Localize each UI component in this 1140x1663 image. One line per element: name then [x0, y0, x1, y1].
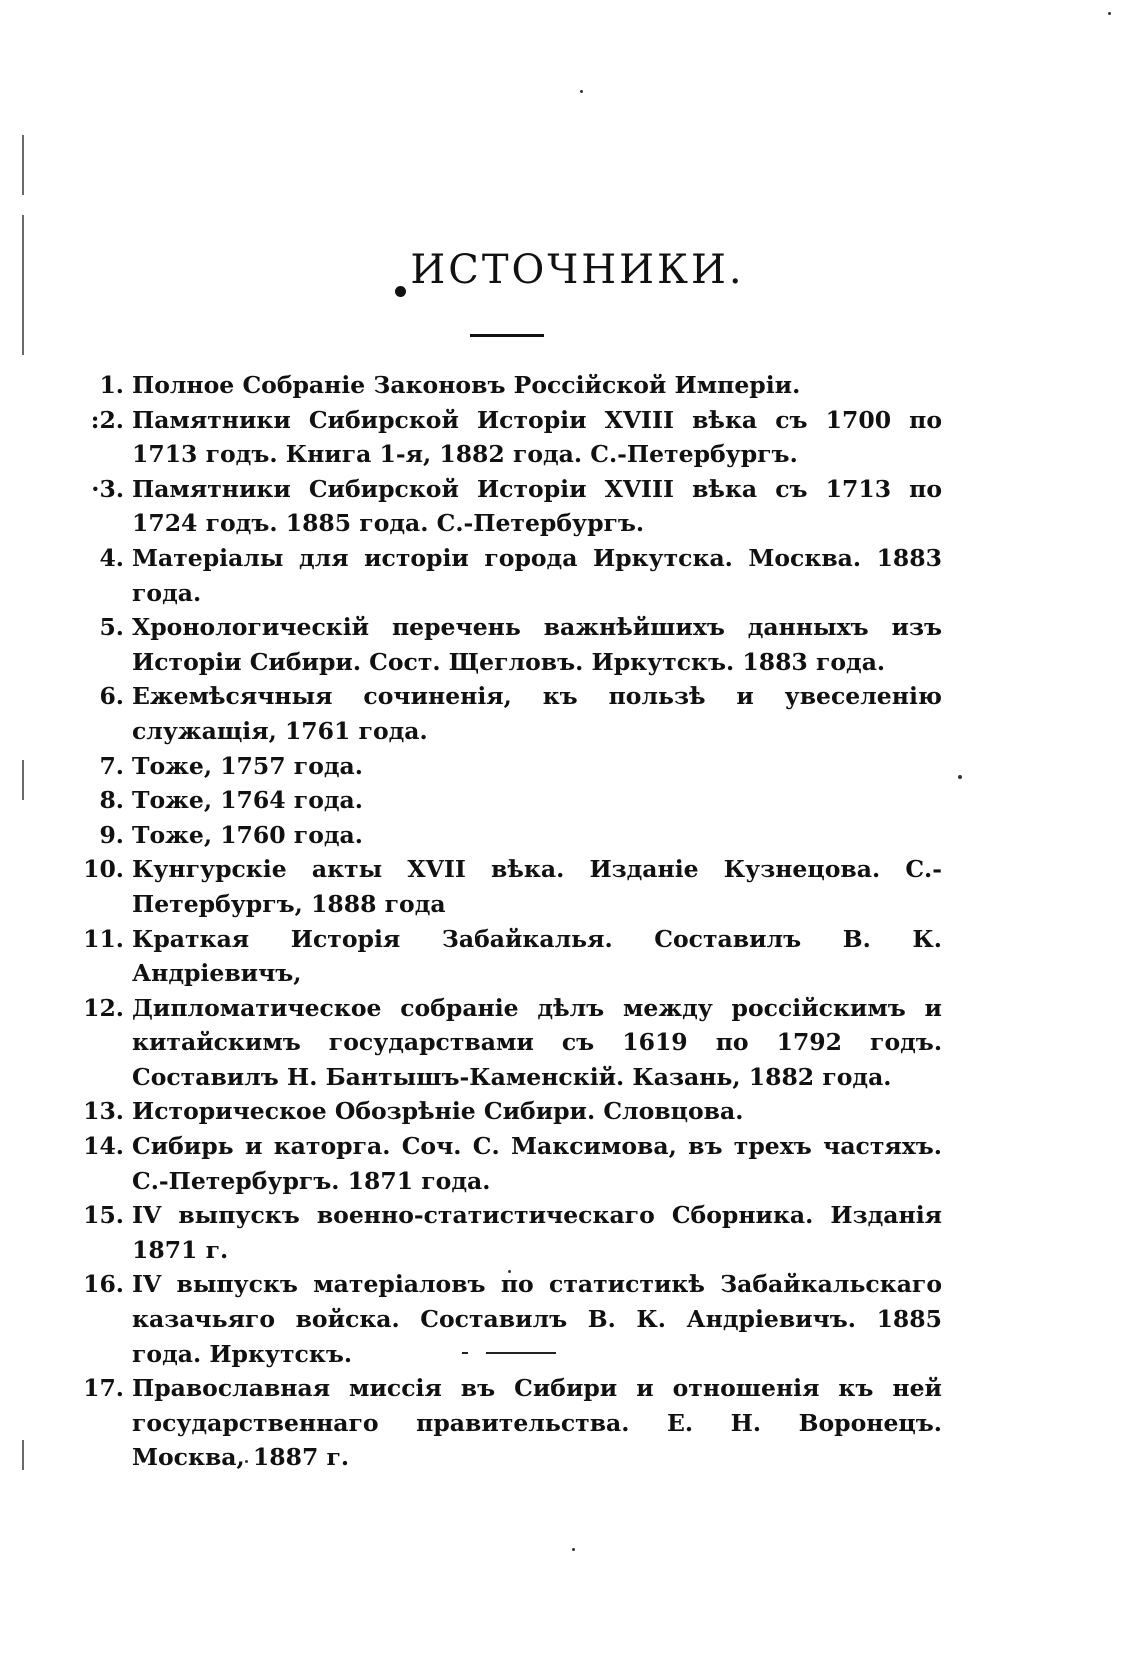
source-number: 6. — [99, 682, 124, 711]
scan-edge-line — [22, 760, 24, 800]
source-text: Памятники Сибирской Исторіи XVIII вѣка съ 1700 по 1713 годъ. Книга 1-я, 1882 года. С.-Петербургъ. — [132, 405, 942, 469]
source-item — [72, 852, 942, 921]
source-text: Хронологическій перечень важнѣйшихъ данныхъ изъ Исторіи Сибири. Сост. Щегловъ. Иркутскъ. 1883 года. — [132, 613, 942, 676]
source-text: Сибирь и каторга. Соч. С. Максимова, въ трехъ частяхъ. С.-Петербургъ. 1871 года. — [132, 1132, 942, 1195]
source-text: IV выпускъ военно-статистическаго Сборника. Изданія 1871 г. — [132, 1201, 942, 1264]
source-item — [72, 1198, 942, 1267]
page-title — [0, 247, 1140, 297]
source-text: Полное Собраніе Законовъ Россійской Имперіи. — [132, 371, 801, 399]
source-text: Ежемѣсячныя сочиненія, къ пользѣ и увеселенію служащія, 1761 года. — [132, 682, 942, 745]
scan-edge-line — [22, 1440, 24, 1470]
source-number: 9. — [99, 820, 124, 849]
source-text: Православная миссія въ Сибири и отношенія къ ней государственнаго правительства. Е. Н. Воронецъ. Москва, 1887 г. — [132, 1374, 942, 1472]
source-number: 10. — [83, 855, 124, 884]
source-number: ·3. — [91, 474, 124, 503]
source-number: 14. — [83, 1132, 124, 1161]
scan-speck — [580, 90, 583, 93]
source-text: Тоже, 1764 года. — [132, 786, 363, 815]
source-number: 4. — [99, 543, 124, 572]
source-item — [72, 991, 942, 1095]
scan-edge-line — [22, 135, 24, 195]
scan-speck — [1108, 12, 1111, 15]
ink-dot — [395, 286, 406, 297]
source-number: 5. — [99, 613, 124, 642]
source-item — [72, 472, 942, 541]
source-number: 16. — [83, 1270, 124, 1299]
source-item — [72, 783, 942, 818]
source-item — [72, 1094, 942, 1129]
source-item — [72, 1371, 942, 1475]
source-number: 7. — [99, 751, 124, 780]
source-item — [72, 679, 942, 748]
source-number: 13. — [83, 1097, 124, 1126]
source-item — [72, 541, 942, 610]
source-number: 15. — [83, 1201, 124, 1230]
source-item — [72, 1129, 942, 1198]
title-underline — [470, 334, 544, 337]
scan-speck — [572, 1548, 575, 1551]
source-number: 8. — [99, 786, 124, 815]
page-title-text: ИСТОЧНИКИ. — [410, 247, 745, 293]
end-rule-short — [462, 1352, 468, 1354]
end-rule — [486, 1352, 556, 1354]
source-text: Дипломатическое собраніе дѣлъ между россійскимъ и китайскимъ государствами съ 1619 по 1792 годъ. Составилъ Н. Бантышъ-Каменскій. Казань, 1882 года. — [132, 993, 942, 1091]
source-number: 1. — [99, 371, 124, 399]
source-number: 11. — [83, 924, 124, 953]
source-number: 17. — [83, 1374, 124, 1403]
source-item — [72, 1267, 942, 1371]
source-item — [72, 749, 942, 784]
scan-speck — [958, 775, 962, 779]
source-item — [72, 368, 942, 403]
source-item — [72, 922, 942, 991]
source-text: Краткая Исторія Забайкалья. Составилъ В. К. Андріевичъ, — [132, 924, 942, 988]
source-number: 12. — [83, 993, 124, 1022]
source-text: Историческое Обозрѣніе Сибири. Словцова. — [132, 1097, 744, 1126]
source-text: Кунгурскіе акты XVII вѣка. Изданіе Кузнецова. С.-Петербургъ, 1888 года — [132, 855, 942, 918]
source-item — [72, 610, 942, 679]
source-item — [72, 403, 942, 472]
source-text: Матеріалы для исторіи города Иркутска. Москва. 1883 года. — [132, 543, 942, 607]
source-item — [72, 818, 942, 853]
source-text: IV выпускъ матеріаловъ по статистикѣ Забайкальскаго казачьяго войска. Составилъ В. К. Андріевичъ. 1885 года. Иркутскъ. — [132, 1270, 942, 1368]
sources-list — [72, 368, 942, 1475]
source-text: Памятники Сибирской Исторіи XVIII вѣка съ 1713 по 1724 годъ. 1885 года. С.-Петербургъ. — [132, 474, 942, 538]
source-number: :2. — [90, 405, 124, 434]
source-text: Тоже, 1757 года. — [132, 751, 363, 780]
source-text: Тоже, 1760 года. — [132, 820, 363, 849]
